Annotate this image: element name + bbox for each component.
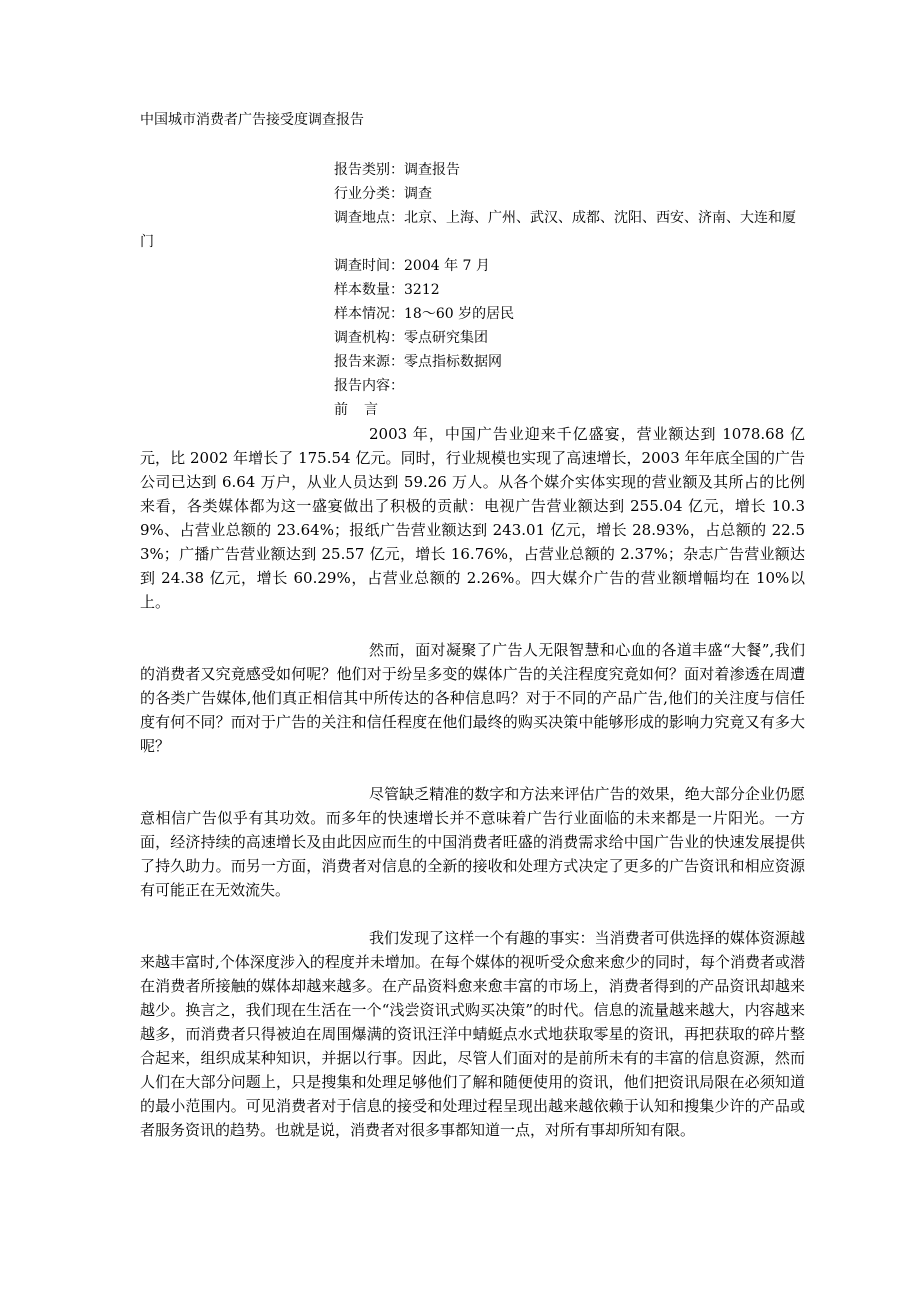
meta-report-type [140,158,805,182]
meta-label: 调查地点： [334,210,404,226]
meta-value: 2004 年 7 月 [404,258,490,274]
meta-sample-size [140,278,805,302]
meta-value: 调查 [404,186,432,202]
meta-survey-time [140,254,805,278]
paragraph: 然而，面对凝聚了广告人无限智慧和心血的各道丰盛“大餐”,我们的消费者又究竟感受如何呢？他们对于纷呈多变的媒体广告的关注程度究竟如何？面对着渗透在周遭的各类广告媒体,他们真正相信其中所传达的各种信息吗？对于不同的产品广告,他们的关注度与信任度有何不同？而对于广告的关注和信任程度在他们最终的购买决策中能够形成的影响力究竟又有多大呢？ [140,641,805,755]
meta-value: 18～60 岁的居民 [404,306,515,322]
meta-value: 调查报告 [404,162,460,178]
meta-label: 调查时间： [334,258,404,274]
meta-content [140,374,805,398]
document-title: 中国城市消费者广告接受度调查报告 [140,112,364,128]
meta-value: 北京、上海、广州、武汉、成都、沈阳、西安、济南、大连和厦门 [140,210,796,250]
meta-label: 调查机构： [334,330,404,346]
meta-label: 报告内容： [334,378,404,394]
document-page [140,108,805,1142]
meta-value: 零点指标数据网 [404,354,502,370]
meta-label: 报告类别： [334,162,404,178]
meta-institution [140,326,805,350]
paragraph: 我们发现了这样一个有趣的事实：当消费者可供选择的媒体资源越来越丰富时,个体深度涉入的程度并未增加。在每个媒体的视听受众愈来愈少的同时，每个消费者或潜在消费者所接触的媒体却越来越多。在产品资料愈来愈丰富的市场上，消费者得到的产品资讯却越来越少。换言之，我们现在生活在一个“浅尝资讯式购买决策”的时代。信息的流量越来越大，内容越来越多，而消费者只得被迫在周围爆满的资讯汪洋中蜻蜓点水式地获取零星的资讯，再把获取的碎片整合起来，组织成某种知识，并据以行事。因此，尽管人们面对的是前所未有的丰富的信息资源，然而人们在大部分问题上，只是搜集和处理足够他们了解和随便使用的资讯，他们把资讯局限在必须知道的最小范围内。可见消费者对于信息的接受和处理过程呈现出越来越依赖于认知和搜集少许的产品或者服务资讯的趋势。也就是说，消费者对很多事都知道一点，对所有事却所知有限。 [140,929,805,1139]
paragraph: 尽管缺乏精准的数字和方法来评估广告的效果，绝大部分企业仍愿意相信广告似乎有其功效。而多年的快速增长并不意味着广告行业面临的未来都是一片阳光。一方面，经济持续的高速增长及由此因应而生的中国消费者旺盛的消费需求给中国广告业的快速发展提供了持久助力。而另一方面，消费者对信息的全新的接收和处理方式决定了更多的广告资讯和相应资源有可能正在无效流失。 [140,785,805,899]
meta-source [140,350,805,374]
meta-locations [140,206,805,254]
paragraph: 2003 年，中国广告业迎来千亿盛宴，营业额达到 1078.68 亿元，比 2002 年增长了 175.54 亿元。同时，行业规模也实现了高速增长，2003 年年底全国的广告公司已达到 6.64 万户，从业人员达到 59.26 万人。从各个媒介实体实现的营业额及其所占的比例来看，各类媒体都为这一盛宴做出了积极的贡献：电视广告营业额达到 255.04 亿元，增长 10.39%、占营业总额的 23.64%；报纸广告营业额达到 243.01 亿元，增长 28.93%，占总额的 22.53%；广播广告营业额达到 25.57 亿元，增长 16.76%，占营业总额的 2.37%；杂志广告营业额达到 24.38 亿元，增长 60.29%，占营业总额的 2.26%。四大媒介广告的营业额增幅均在 10%以上。 [140,425,805,611]
meta-value: 3212 [404,282,440,298]
meta-label: 样本数量： [334,282,404,298]
meta-label: 样本情况： [334,306,404,322]
meta-sample-profile [140,302,805,326]
meta-industry [140,182,805,206]
meta-label: 行业分类： [334,186,404,202]
meta-value: 零点研究集团 [404,330,488,346]
meta-label: 报告来源： [334,354,404,370]
preface-heading: 前 言 [334,402,379,418]
